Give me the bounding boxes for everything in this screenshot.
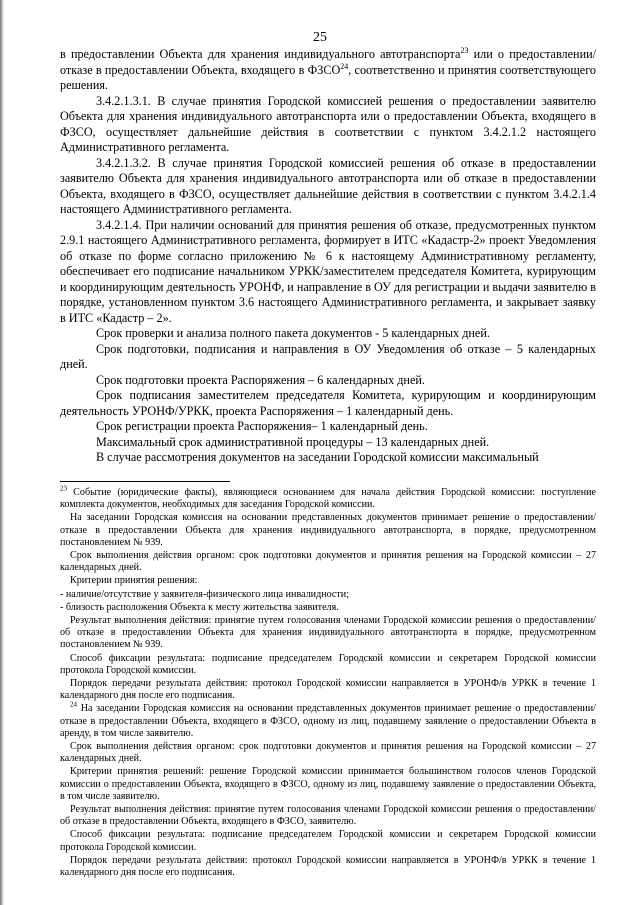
paragraph-commission: В случае рассмотрения документов на заседании Городской комиссии максимальный (96, 450, 539, 464)
footnote-text: Порядок передачи результата действия: протокол Городской комиссии направляется в УРОНФ/в УРКК в течение 1 календарного дня после его подписания. (60, 854, 596, 879)
footnote-text: Результат выполнения действия: принятие путем голосования членами Городской комиссии решения о предоставлении/об отказе в предоставлении Объекта для хранения индивидуального автотранспорта в порядке, предусмотренном постановлением № 939. (60, 615, 596, 651)
footnote-24 (60, 703, 596, 740)
page-number: 25 (313, 30, 327, 45)
paragraph-intro (60, 47, 596, 94)
paragraph-term-registration: Срок регистрации проекта Распоряжения– 1 календарный день. (96, 419, 428, 433)
paragraph-3-4-2-1-3-2: 3.4.2.1.3.2. В случае принятия Городской комиссией решения об отказе в предоставлении заявителю Объекта для хранения индивидуального автотранспорта или об отказе в предоставлении Объекта, входящего в ФЗСО, осуществляет дальнейшие действия в соответствии с пунктом 3.4.2.1.4 настоящего Административного регламента. (60, 155, 596, 216)
scan-edge (0, 0, 4, 905)
footnote-23-text: Событие (юридические факты), являющиеся основанием для начала действия Городской комиссии: поступление комплекта документов, необходимых для заседания Городской комиссии. (60, 487, 596, 511)
footnote-separator (60, 481, 230, 482)
footnote-text: Способ фиксации результата: подписание председателем Городской комиссии и секретарем Городской комиссии протокола Городской комиссии. (60, 652, 596, 676)
footnote-text: На заседании Городская комиссия на основании представленных документов принимает решение о предоставлении/отказе в предоставлении Объекта для хранения индивидуального автотранспорта, в порядке, предусмотренном постановлением № 939. (60, 512, 596, 548)
footnote-text: Результат выполнения действия: принятие путем голосования членами Городской комиссии решения о предоставлении/об отказе в предоставлении Объекта, входящего в ФЗСО, заявителю. (60, 804, 596, 828)
footnote-ref-23: 23 (460, 45, 469, 55)
body-text (60, 47, 596, 466)
paragraph-intro-part-2: или о предоставлении/отказе в предоставлении Объекта, входящего в ФЗСО (60, 47, 597, 77)
footnote-ref-24: 24 (340, 61, 349, 71)
footnote-text: Порядок передачи результата действия: протокол Городской комиссии направляется в УРОНФ/в УРКК в течение 1 календарного дня после его подписания. (60, 678, 596, 702)
footnote-text: - наличие/отсутствие у заявителя-физического лица инвалидности; (60, 588, 350, 600)
paragraph-term-draft: Срок подготовки проекта Распоряжения – 6 календарных дней. (96, 372, 425, 387)
paragraph-3-4-2-1-4: 3.4.2.1.4. При наличии оснований для принятия решения об отказе, предусмотренных пунктом 2.9.1 настоящего Административного регламента, формирует в ИТС «Кадастр-2» проект Уведомления об отказе по форме согласно приложению № 6 к настоящему Административному регламенту, обеспечивает его подписание начальником УРКК/заместителем председателя Комитета, курирующим и координирующим деятельность УРОНФ, и направление в ОУ для регистрации и выдачи заявителю в порядке, установленном пунктом 3.6 настоящего Административного регламента, и закрывает заявку в ИТС «Кадастр – 2». (60, 217, 596, 325)
footnote-23 (60, 484, 596, 511)
paragraph-term-check: Срок проверки и анализа полного пакета документов - 5 календарных дней. (96, 326, 490, 340)
paragraph-intro-part-3: , соответственно и принятия соответствующего решения. (60, 62, 596, 92)
footnote-text: Способ фиксации результата: подписание председателем Городской комиссии и секретарем Городской комиссии протокола Городской комиссии. (60, 829, 596, 853)
footnote-text: Срок выполнения действия органом: срок подготовки документов и принятия решения на Городской комиссии – 27 календарных дней. (60, 550, 596, 574)
paragraph-max-term: Максимальный срок административной процедуры – 13 календарных дней. (96, 434, 490, 449)
footnote-23-mark: 23 (60, 484, 67, 493)
paragraph-term-signing: Срок подписания заместителем председателя Комитета, курирующим и координирующим деятельность УРОНФ/УРКК, проекта Распоряжения – 1 календарный день. (60, 388, 596, 418)
paragraph-3-4-2-1-3-1: 3.4.2.1.3.1. В случае принятия Городской комиссией решения о предоставлении заявителю Объекта для хранения индивидуального автотранспорта или о предоставлении Объекта, входящего в ФЗСО, осуществляет дальнейшие действия в соответствии с пунктом 3.4.2.1.2 настоящего Административного регламента. (60, 93, 596, 154)
paragraph-intro-part-1: в предоставлении Объекта для хранения индивидуального автотранспорта (60, 47, 461, 61)
footnotes (60, 484, 596, 880)
footnote-24-mark: 24 (70, 701, 77, 710)
footnote-24-text: На заседании Городская комиссия на основании представленных документов принимает решение о предоставлении/отказе в предоставлении Объекта, входящего в ФЗСО, одному из лиц, подавшему заявление о предоставлении Объекта в аренду, в том числе заявителю. (60, 703, 596, 739)
footnote-text: Срок выполнения действия органом: срок подготовки документов и принятия решения на Городской комиссии – 27 календарных дней. (60, 741, 596, 765)
footnote-text: Критерии принятия решения: (70, 575, 198, 587)
footnote-text: - близость расположения Объекта к месту жительства заявителя. (60, 601, 339, 613)
footnote-text: Критерии принятия решений: решение Городской комиссии принимается большинством голосов членов Городской комиссии о предоставлении Объекта, входящего в ФЗСО, одному из лиц, подавшему заявление о предоставлении Объекта, в том числе заявителю. (60, 766, 596, 802)
paragraph-term-notice: Срок подготовки, подписания и направления в ОУ Уведомления об отказе – 5 календарных дней. (60, 341, 596, 371)
